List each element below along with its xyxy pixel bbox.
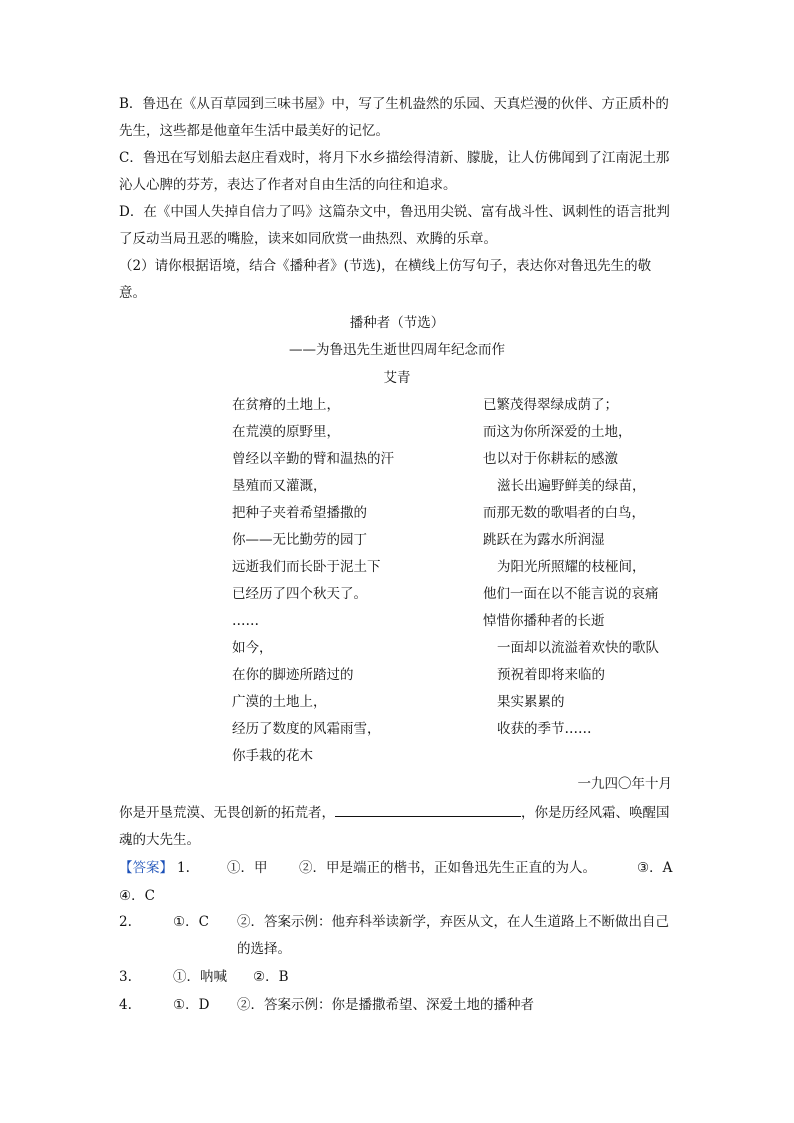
poem-line: 远逝我们而长卧于泥土下: [232, 559, 381, 575]
fill-after: ，你是历经风霜、唤醒国魂的大先生。: [119, 805, 670, 848]
answer-item: ①．D: [173, 997, 210, 1013]
poem-line: 你手栽的花木: [232, 748, 313, 764]
answer-blank-line[interactable]: [335, 802, 521, 817]
poem-line: 如今，: [232, 640, 273, 656]
question-2-prompt: （2）请你根据语境，结合《播种者》(节选)，在横线上仿写句子，表达你对鲁迅先生的敬意。: [119, 258, 652, 301]
poem-line: 为阳光所照耀的枝桠间，: [497, 559, 646, 575]
poem-line: 经历了数度的风霜雨雪，: [232, 721, 381, 737]
poem-line: 果实累累的: [497, 694, 565, 710]
poem-line: 把种子夹着希望播撒的: [232, 505, 367, 521]
answer-row-2: [119, 912, 679, 960]
poem-line: 曾经以辛勤的臂和温热的汗: [232, 451, 394, 467]
option-b: B．鲁迅在《从百草园到三味书屋》中，写了生机盎然的乐园、天真烂漫的伙伴、方正质朴的先生，这些都是他童年生活中最美好的记忆。: [119, 96, 669, 139]
fill-in-sentence: [119, 800, 675, 854]
poem-title: 播种者（节选）: [349, 315, 445, 331]
answer-number: 3.: [119, 969, 132, 985]
poem-line: 而这为你所深爱的土地，: [483, 424, 632, 440]
answer-item: ①．呐喊: [173, 969, 227, 985]
poem-line: 悼惜你播种者的长逝: [483, 613, 605, 629]
poem-line: 在贫瘠的土地上，: [232, 397, 340, 413]
poem-line: 也以对于你耕耘的感激: [483, 451, 618, 467]
answer-item: ②．答案示例：他弃科举读新学，弃医从文，在人生道路上不断做出自己的选择。: [237, 914, 669, 957]
answer-item: ①．甲: [227, 860, 268, 876]
answer-number: 4.: [119, 997, 132, 1013]
poem-line: 垦殖而又灌溉，: [232, 478, 327, 494]
answer-item: ③．A: [637, 860, 673, 876]
option-c: C．鲁迅在写划船去赵庄看戏时，将月下水乡描绘得清新、朦胧，让人仿佛闻到了江南泥土那沁人心脾的芬芳，表达了作者对自由生活的向往和追求。: [119, 150, 670, 193]
answer-number: 1.: [177, 860, 190, 876]
poem-subtitle: ——为鲁迅先生逝世四周年纪念而作: [289, 342, 505, 358]
poem-line: 已经历了四个秋天了。: [232, 586, 367, 602]
poem-line: 你——无比勤劳的园丁: [232, 532, 367, 548]
answer-item: ②．B: [253, 969, 289, 985]
answer-item: ②．答案示例：你是播撒希望、深爱土地的播种者: [237, 997, 534, 1013]
poem-author: 艾青: [383, 370, 411, 386]
poem-line: 广漠的土地上，: [232, 694, 327, 710]
answer-item: ①．C: [173, 914, 209, 930]
poem-date: 一九四〇年十月: [577, 776, 672, 792]
fill-before: 你是开垦荒漠、无畏创新的拓荒者，: [119, 805, 335, 821]
answer-number: 2.: [119, 914, 132, 930]
poem-line: 收获的季节……: [497, 721, 592, 737]
poem-line: ……: [232, 613, 259, 629]
answer-item: ④．C: [119, 888, 155, 904]
poem-line: 预祝着即将来临的: [497, 667, 605, 683]
answer-tag: 【答案】: [119, 860, 173, 876]
poem-line: 他们一面在以不能言说的哀痛: [483, 586, 659, 602]
poem-line: 而那无数的歌唱者的白鸟，: [483, 505, 645, 521]
poem-line: 已繁茂得翠绿成荫了；: [483, 397, 618, 413]
answer-row-1b: [119, 886, 155, 906]
poem-line: 在荒漠的原野里，: [232, 424, 340, 440]
answer-item: ②．甲是端正的楷书，正如鲁迅先生正直的为人。: [299, 860, 596, 876]
option-d: D．在《中国人失掉自信力了吗》这篇杂文中，鲁迅用尖锐、富有战斗性、讽刺性的语言批判了反动当局丑恶的嘴脸，读来如同欣赏一曲热烈、欢腾的乐章。: [119, 204, 670, 247]
poem-line: 跳跃在为露水所润湿: [483, 532, 605, 548]
poem-line: 在你的脚迹所踏过的: [232, 667, 354, 683]
poem-line: 滋长出遍野鲜美的绿苗，: [497, 478, 646, 494]
poem-line: 一面却以流溢着欢快的歌队: [497, 640, 659, 656]
